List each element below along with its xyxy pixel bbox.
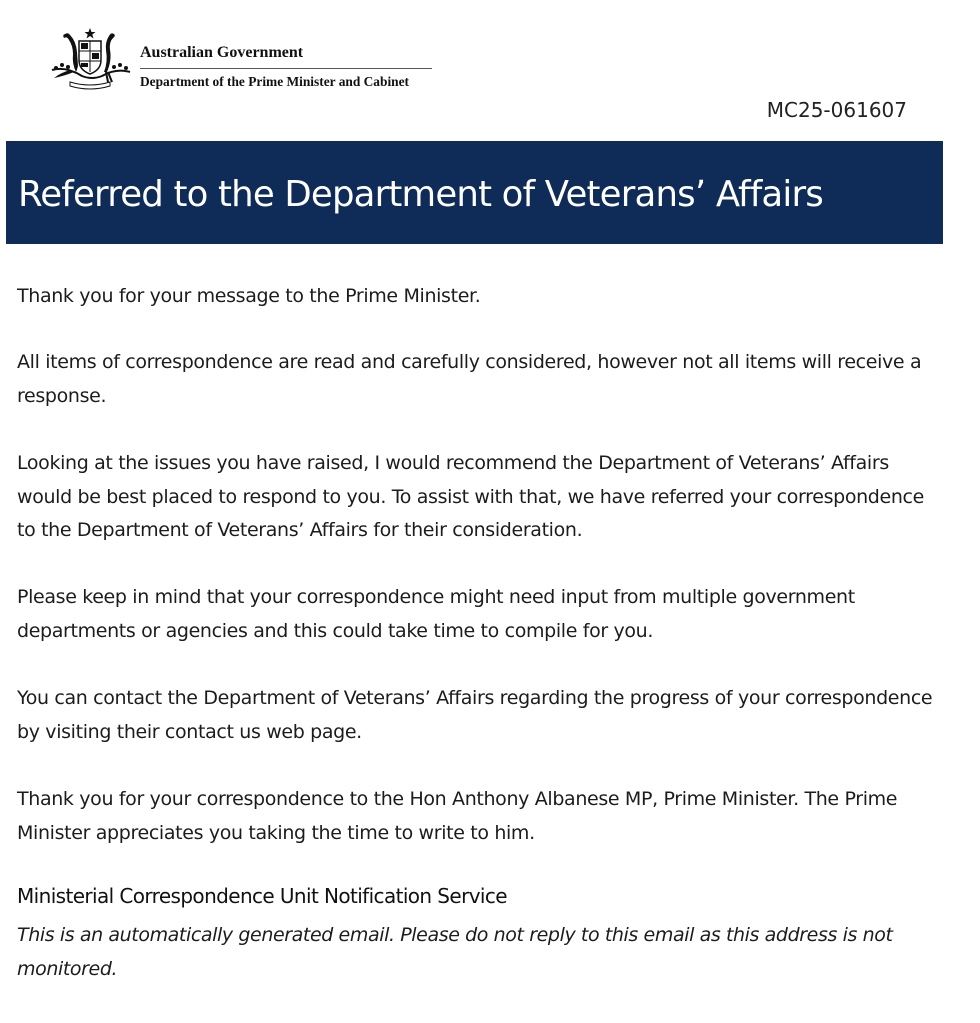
department-name: Department of the Prime Minister and Cabinet: [140, 74, 410, 89]
signature-unit: Ministerial Correspondence Unit Notification Service: [17, 884, 507, 908]
reference-number: MC25-061607: [766, 98, 907, 122]
paragraph-referral: Looking at the issues you have raised, I would recommend the Department of Veterans’ Affairs would be best placed to respond to you. To assist with that, we have referred your correspondence to the Department of Veterans’ Affairs for their consideration.: [17, 452, 924, 541]
signature-note: This is an automatically generated email. Please do not reply to this email as this address is not monitored.: [17, 924, 893, 980]
government-wordmark: [140, 44, 432, 90]
government-name: Australian Government: [140, 44, 432, 69]
coat-of-arms-icon: [46, 26, 134, 92]
paragraph-thanks: Thank you for your correspondence to the Hon Anthony Albanese MP, Prime Minister. The Prime Minister appreciates you taking the time to write to him.: [17, 788, 898, 844]
paragraph-greeting: Thank you for your message to the Prime Minister.: [17, 285, 481, 307]
paragraph-consideration: All items of correspondence are read and carefully considered, however not all items will receive a response.: [17, 351, 922, 407]
title-banner: [6, 141, 943, 244]
page-title: Referred to the Department of Veterans’ Affairs: [18, 174, 823, 215]
letterhead: [46, 26, 432, 92]
paragraph-contact: You can contact the Department of Veterans’ Affairs regarding the progress of your correspondence by visiting their contact us web page.: [17, 687, 933, 743]
paragraph-timing: Please keep in mind that your correspondence might need input from multiple government departments or agencies and this could take time to compile for you.: [17, 586, 855, 642]
